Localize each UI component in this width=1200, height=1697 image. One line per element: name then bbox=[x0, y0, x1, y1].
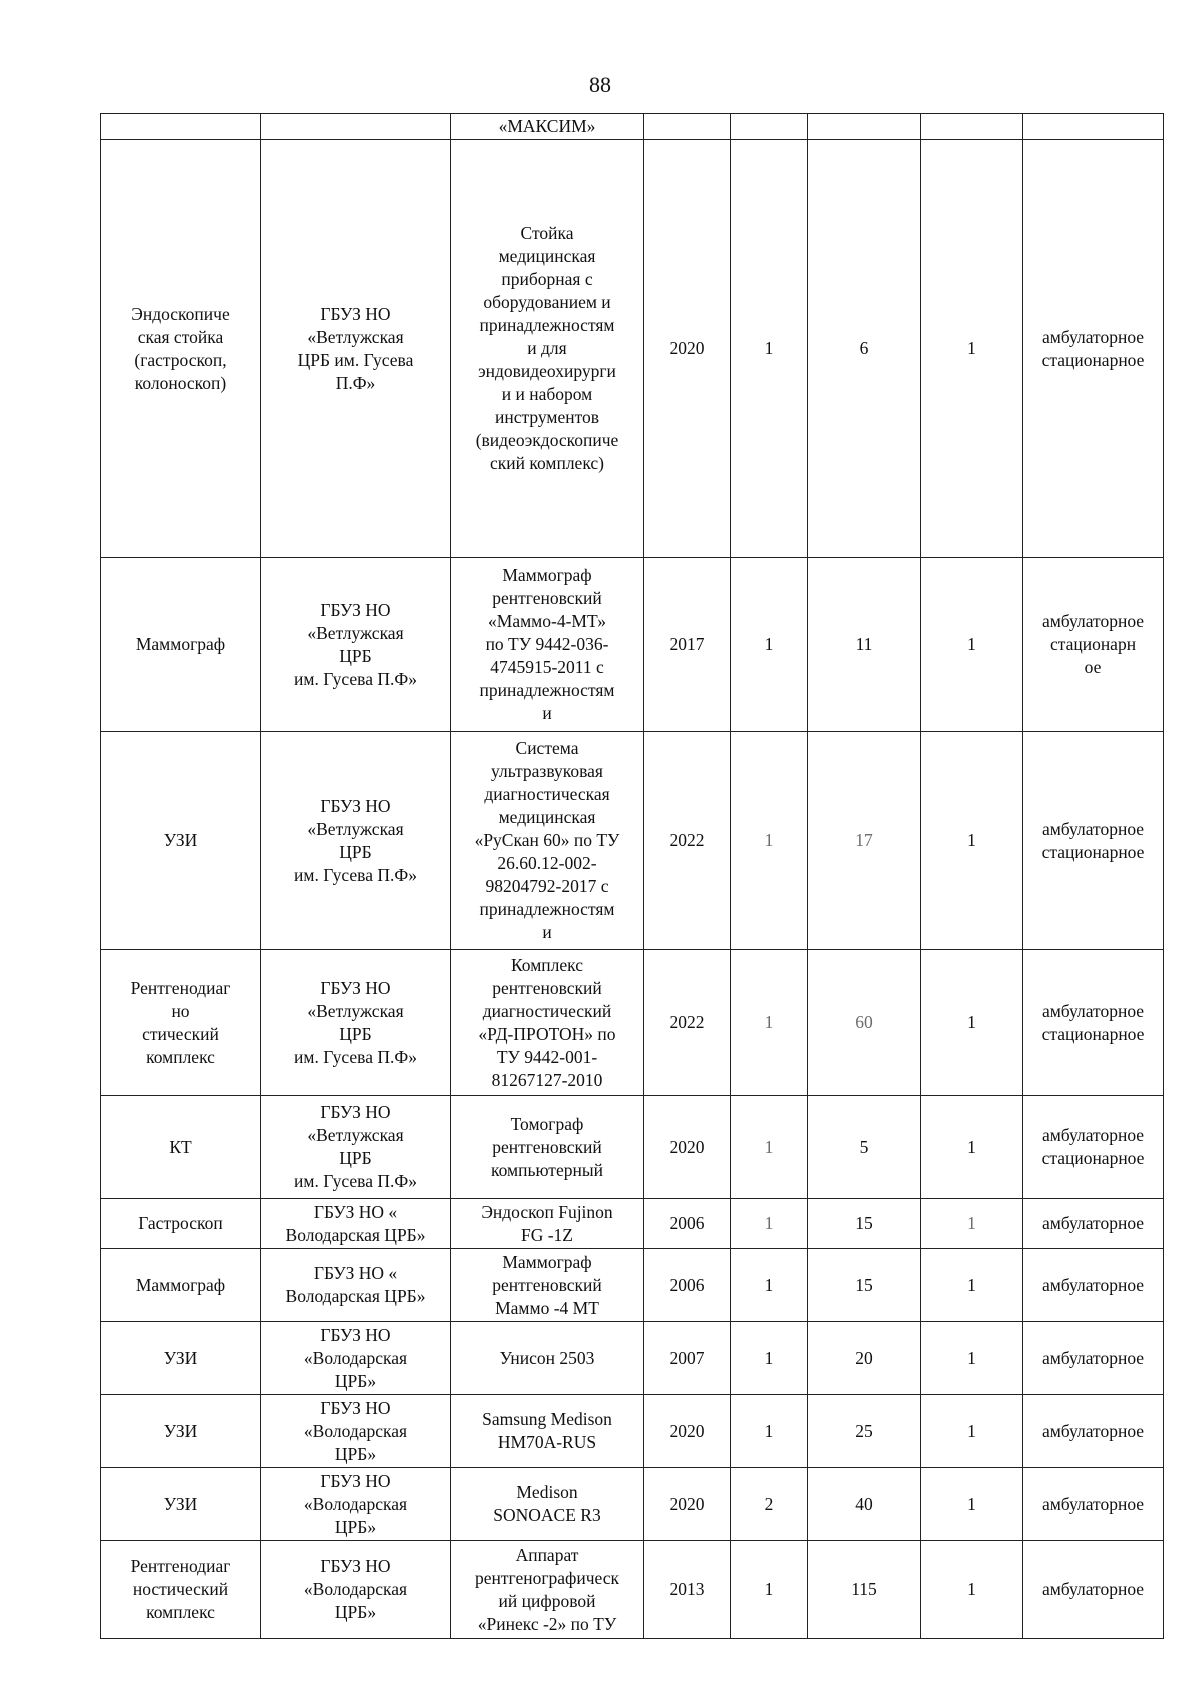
cell-mode bbox=[1023, 1199, 1164, 1249]
cell-owner bbox=[261, 1249, 451, 1322]
cell-line: принадлежностям bbox=[479, 899, 615, 919]
cell-line: «Володарская bbox=[303, 1420, 408, 1441]
cell-line: амбулаторное bbox=[1041, 326, 1145, 347]
cell-line: ий цифровой bbox=[498, 1590, 596, 1611]
cell-line: но bbox=[171, 1000, 190, 1021]
cell-line: УЗИ bbox=[163, 1347, 198, 1368]
cell-qty: 1 bbox=[731, 1322, 808, 1395]
cell-model bbox=[451, 950, 644, 1096]
cell-rate: 6 bbox=[808, 140, 921, 558]
cell-line: Medison bbox=[516, 1482, 578, 1502]
cell-line: оборудованием и bbox=[483, 292, 611, 312]
cell-mode bbox=[1023, 950, 1164, 1096]
cell-type bbox=[101, 1541, 261, 1639]
cell-mode bbox=[1023, 1541, 1164, 1639]
cell-year: 2006 bbox=[644, 1199, 731, 1249]
cell-line: ГБУЗ НО bbox=[320, 1397, 391, 1418]
cell-type bbox=[101, 1096, 261, 1199]
cell-owner bbox=[261, 114, 451, 140]
cell-year: 2022 bbox=[644, 950, 731, 1096]
cell-model bbox=[451, 1468, 644, 1541]
cell-line: «Ветлужская bbox=[307, 818, 404, 839]
table-row bbox=[101, 1468, 1164, 1541]
cell-owner bbox=[261, 1541, 451, 1639]
cell-mode bbox=[1023, 1249, 1164, 1322]
cell-line: амбулаторное bbox=[1041, 1125, 1145, 1145]
cell-line: ГБУЗ НО bbox=[320, 599, 391, 620]
cell-line: и и набором bbox=[501, 384, 593, 404]
cell-line: ЦРБ» bbox=[334, 1370, 377, 1391]
cell-line: Эндоскоп Fujinon bbox=[481, 1201, 613, 1222]
cell-mode bbox=[1023, 1468, 1164, 1541]
cell-line: амбулаторное bbox=[1041, 1213, 1145, 1233]
cell-line: КТ bbox=[169, 1136, 192, 1157]
cell-owner bbox=[261, 558, 451, 732]
cell-rate: 15 bbox=[808, 1249, 921, 1322]
cell-model bbox=[451, 1541, 644, 1639]
cell-line: ГБУЗ НО bbox=[320, 1470, 391, 1491]
cell-mode bbox=[1023, 732, 1164, 950]
cell-line: амбулаторное bbox=[1041, 1420, 1145, 1441]
cell-line: 81267127-2010 bbox=[491, 1069, 603, 1090]
cell-year: 2020 bbox=[644, 1096, 731, 1199]
cell-owner bbox=[261, 1096, 451, 1199]
cell-mode bbox=[1023, 1322, 1164, 1395]
cell-line: УЗИ bbox=[163, 1493, 198, 1514]
cell-line: приборная с bbox=[501, 269, 593, 289]
cell-year bbox=[644, 114, 731, 140]
cell-line: Маммо -4 МТ bbox=[495, 1297, 599, 1318]
cell-line: стационарн bbox=[1049, 634, 1137, 654]
cell-line: ЦРБ» bbox=[334, 1443, 377, 1464]
cell-line: ЦРБ» bbox=[334, 1516, 377, 1537]
cell-qty: 1 bbox=[731, 1249, 808, 1322]
cell-line: ЦРБ им. Гусева bbox=[297, 349, 414, 370]
cell-line: Володарская ЦРБ» bbox=[285, 1224, 426, 1245]
table-row bbox=[101, 1541, 1164, 1639]
cell-line: Маммограф bbox=[502, 1251, 592, 1272]
cell-line: ГБУЗ НО bbox=[320, 1102, 391, 1122]
cell-type bbox=[101, 732, 261, 950]
cell-shifts: 1 bbox=[921, 1468, 1023, 1541]
cell-qty: 2 bbox=[731, 1468, 808, 1541]
cell-line: Маммограф bbox=[135, 634, 226, 654]
cell-qty: 1 bbox=[731, 558, 808, 732]
cell-owner bbox=[261, 1199, 451, 1249]
cell-shifts: 1 bbox=[921, 1395, 1023, 1468]
cell-line: ГБУЗ НО bbox=[320, 303, 391, 324]
cell-shifts: 1 bbox=[921, 558, 1023, 732]
table-row bbox=[101, 732, 1164, 950]
table-row bbox=[101, 140, 1164, 558]
cell-model bbox=[451, 1322, 644, 1395]
cell-line: амбулаторное bbox=[1041, 1493, 1145, 1514]
cell-line: 4745915-2011 с bbox=[490, 657, 604, 677]
cell-shifts: 1 bbox=[921, 950, 1023, 1096]
cell-rate: 17 bbox=[808, 732, 921, 950]
cell-rate: 115 bbox=[808, 1541, 921, 1639]
cell-line: Эндоскопиче bbox=[131, 303, 230, 324]
cell-type bbox=[101, 114, 261, 140]
cell-rate: 20 bbox=[808, 1322, 921, 1395]
cell-shifts bbox=[921, 114, 1023, 140]
cell-line: рентгеновский bbox=[492, 977, 602, 998]
cell-line: «Ветлужская bbox=[307, 1000, 404, 1021]
cell-owner bbox=[261, 1322, 451, 1395]
cell-line: принадлежностям bbox=[479, 315, 615, 335]
cell-line: инструментов bbox=[494, 407, 600, 427]
cell-line: и для bbox=[527, 338, 567, 358]
cell-line: ТУ 9442-001- bbox=[496, 1046, 598, 1067]
cell-line: ЦРБ bbox=[339, 841, 372, 862]
cell-line: ЦРБ bbox=[339, 1148, 372, 1168]
cell-line: по ТУ 9442-036- bbox=[485, 634, 609, 654]
cell-line: амбулаторное bbox=[1041, 1579, 1145, 1599]
cell-type bbox=[101, 950, 261, 1096]
cell-type bbox=[101, 140, 261, 558]
cell-rate: 40 bbox=[808, 1468, 921, 1541]
cell-line: рентгеновский bbox=[492, 1136, 602, 1157]
cell-model bbox=[451, 1395, 644, 1468]
cell-model bbox=[451, 558, 644, 732]
cell-qty: 1 bbox=[731, 140, 808, 558]
cell-line: «Маммо-4-МТ» bbox=[488, 611, 606, 631]
cell-type bbox=[101, 558, 261, 732]
cell-qty: 1 bbox=[731, 732, 808, 950]
cell-rate bbox=[808, 114, 921, 140]
cell-line: «Володарская bbox=[303, 1579, 408, 1599]
cell-line: комплекс bbox=[146, 1046, 215, 1067]
cell-line: эндовидеохирурги bbox=[478, 361, 616, 381]
cell-type bbox=[101, 1468, 261, 1541]
cell-line: компьютерный bbox=[491, 1159, 603, 1180]
cell-line: диагностическая bbox=[484, 784, 610, 804]
cell-rate: 15 bbox=[808, 1199, 921, 1249]
cell-line: УЗИ bbox=[163, 1420, 198, 1441]
cell-qty: 1 bbox=[731, 1395, 808, 1468]
cell-line: Аппарат bbox=[515, 1544, 579, 1565]
cell-line: «Ветлужская bbox=[307, 326, 404, 347]
cell-type bbox=[101, 1395, 261, 1468]
cell-shifts: 1 bbox=[921, 140, 1023, 558]
cell-year: 2006 bbox=[644, 1249, 731, 1322]
cell-shifts: 1 bbox=[921, 1322, 1023, 1395]
cell-line: Томограф bbox=[510, 1113, 584, 1134]
cell-line: им. Гусева П.Ф» bbox=[294, 1171, 417, 1191]
cell-line: «Володарская bbox=[303, 1493, 408, 1514]
cell-rate: 60 bbox=[808, 950, 921, 1096]
cell-line: Samsung Medison bbox=[482, 1409, 612, 1429]
cell-line: амбулаторное bbox=[1041, 818, 1145, 839]
cell-owner bbox=[261, 1395, 451, 1468]
cell-year: 2007 bbox=[644, 1322, 731, 1395]
cell-line: П.Ф» bbox=[335, 372, 376, 393]
cell-line: «Володарская bbox=[303, 1347, 408, 1368]
cell-model bbox=[451, 140, 644, 558]
cell-line: FG -1Z bbox=[520, 1224, 573, 1245]
cell-mode bbox=[1023, 1395, 1164, 1468]
equipment-table bbox=[100, 113, 1164, 1639]
cell-qty: 1 bbox=[731, 1096, 808, 1199]
cell-line: и bbox=[542, 922, 552, 942]
cell-line: (гастроскоп, bbox=[134, 349, 227, 370]
cell-line: 98204792-2017 с bbox=[485, 876, 609, 896]
cell-line: медицинская bbox=[498, 807, 596, 827]
cell-line: рентгенографическ bbox=[474, 1567, 620, 1588]
table-row bbox=[101, 114, 1164, 140]
cell-line: Володарская ЦРБ» bbox=[285, 1286, 426, 1306]
cell-line: комплекс bbox=[146, 1602, 215, 1622]
cell-line: Маммограф bbox=[502, 565, 592, 585]
cell-line: ультразвуковая bbox=[491, 761, 603, 781]
equipment-table-body bbox=[101, 114, 1164, 1639]
cell-line: им. Гусева П.Ф» bbox=[294, 1046, 417, 1067]
cell-type bbox=[101, 1322, 261, 1395]
cell-model bbox=[451, 1249, 644, 1322]
cell-line: ЦРБ» bbox=[334, 1602, 377, 1622]
cell-line: ГБУЗ НО bbox=[320, 1324, 391, 1345]
cell-line: принадлежностям bbox=[479, 680, 615, 700]
cell-year: 2020 bbox=[644, 140, 731, 558]
table-row bbox=[101, 950, 1164, 1096]
cell-qty: 1 bbox=[731, 1199, 808, 1249]
cell-line: Унисон 2503 bbox=[499, 1347, 595, 1368]
cell-rate: 25 bbox=[808, 1395, 921, 1468]
cell-line: ЦРБ bbox=[339, 645, 372, 666]
cell-line: Рентгенодиаг bbox=[130, 1556, 231, 1576]
cell-owner bbox=[261, 950, 451, 1096]
cell-line: амбулаторное bbox=[1041, 1347, 1145, 1368]
cell-shifts: 1 bbox=[921, 1199, 1023, 1249]
cell-line: ЦРБ bbox=[339, 1023, 372, 1044]
cell-shifts: 1 bbox=[921, 732, 1023, 950]
cell-owner bbox=[261, 1468, 451, 1541]
table-row bbox=[101, 1249, 1164, 1322]
cell-model bbox=[451, 1199, 644, 1249]
cell-line: ский комплекс) bbox=[489, 453, 604, 473]
cell-line: ое bbox=[1084, 657, 1102, 677]
cell-line: ностический bbox=[132, 1579, 229, 1599]
cell-line: SONOACE R3 bbox=[493, 1505, 601, 1525]
cell-line: диагностический bbox=[482, 1000, 612, 1021]
cell-line: Рентгенодиаг bbox=[130, 977, 231, 998]
cell-line: стационарное bbox=[1041, 1023, 1145, 1044]
cell-line: стический bbox=[142, 1023, 219, 1044]
cell-shifts: 1 bbox=[921, 1249, 1023, 1322]
cell-qty: 1 bbox=[731, 950, 808, 1096]
cell-line: колоноскоп) bbox=[134, 372, 227, 393]
cell-year: 2022 bbox=[644, 732, 731, 950]
cell-rate: 11 bbox=[808, 558, 921, 732]
cell-line: ГБУЗ НО « bbox=[313, 1263, 398, 1283]
cell-line: ГБУЗ НО bbox=[320, 977, 391, 998]
cell-line: 26.60.12-002- bbox=[497, 853, 597, 873]
table-row bbox=[101, 1096, 1164, 1199]
cell-rate: 5 bbox=[808, 1096, 921, 1199]
cell-year: 2020 bbox=[644, 1468, 731, 1541]
cell-line: «Ринекс -2» по ТУ bbox=[477, 1613, 617, 1634]
cell-line: рентгеновский bbox=[492, 1274, 602, 1295]
cell-line: ГБУЗ НО « bbox=[313, 1201, 398, 1222]
cell-mode bbox=[1023, 1096, 1164, 1199]
cell-line: медицинская bbox=[498, 246, 596, 266]
cell-line: ГБУЗ НО bbox=[320, 1556, 391, 1576]
cell-line: «РуСкан 60» по ТУ bbox=[474, 830, 620, 850]
cell-line: «МАКСИМ» bbox=[498, 116, 596, 136]
cell-line: ская стойка bbox=[137, 326, 224, 347]
cell-line: стационарное bbox=[1041, 1148, 1145, 1168]
cell-line: Комплекс bbox=[511, 954, 583, 975]
cell-owner bbox=[261, 732, 451, 950]
cell-line: им. Гусева П.Ф» bbox=[294, 668, 417, 689]
cell-line: рентгеновский bbox=[492, 588, 602, 608]
cell-line: Стойка bbox=[520, 223, 574, 243]
cell-line: (видеоэкдоскопиче bbox=[475, 430, 619, 450]
cell-line: Гастроскоп bbox=[138, 1213, 223, 1233]
cell-line: Система bbox=[515, 738, 579, 758]
cell-qty: 1 bbox=[731, 1541, 808, 1639]
cell-type bbox=[101, 1249, 261, 1322]
cell-line: им. Гусева П.Ф» bbox=[294, 864, 417, 885]
cell-type bbox=[101, 1199, 261, 1249]
cell-line: стационарное bbox=[1041, 841, 1145, 862]
cell-line: амбулаторное bbox=[1041, 1274, 1145, 1295]
table-row bbox=[101, 1395, 1164, 1468]
cell-year: 2020 bbox=[644, 1395, 731, 1468]
cell-mode bbox=[1023, 114, 1164, 140]
cell-line: «Ветлужская bbox=[307, 1125, 404, 1145]
cell-model bbox=[451, 1096, 644, 1199]
table-row bbox=[101, 1322, 1164, 1395]
cell-line: «Ветлужская bbox=[307, 622, 404, 643]
cell-line: ГБУЗ НО bbox=[320, 795, 391, 816]
cell-line: амбулаторное bbox=[1041, 611, 1145, 631]
cell-model bbox=[451, 732, 644, 950]
cell-line: Маммограф bbox=[135, 1274, 226, 1295]
cell-line: УЗИ bbox=[163, 830, 198, 850]
cell-line: «РД-ПРОТОН» по bbox=[478, 1023, 616, 1044]
cell-year: 2013 bbox=[644, 1541, 731, 1639]
table-row bbox=[101, 558, 1164, 732]
cell-mode bbox=[1023, 140, 1164, 558]
cell-qty bbox=[731, 114, 808, 140]
cell-mode bbox=[1023, 558, 1164, 732]
page-number: 88 bbox=[589, 72, 611, 97]
cell-shifts: 1 bbox=[921, 1096, 1023, 1199]
cell-shifts: 1 bbox=[921, 1541, 1023, 1639]
cell-line: стационарное bbox=[1041, 349, 1145, 370]
cell-model bbox=[451, 114, 644, 140]
cell-line: HM70A-RUS bbox=[497, 1432, 597, 1452]
cell-line: амбулаторное bbox=[1041, 1000, 1145, 1021]
cell-owner bbox=[261, 140, 451, 558]
table-row bbox=[101, 1199, 1164, 1249]
cell-year: 2017 bbox=[644, 558, 731, 732]
cell-line: и bbox=[542, 703, 552, 723]
